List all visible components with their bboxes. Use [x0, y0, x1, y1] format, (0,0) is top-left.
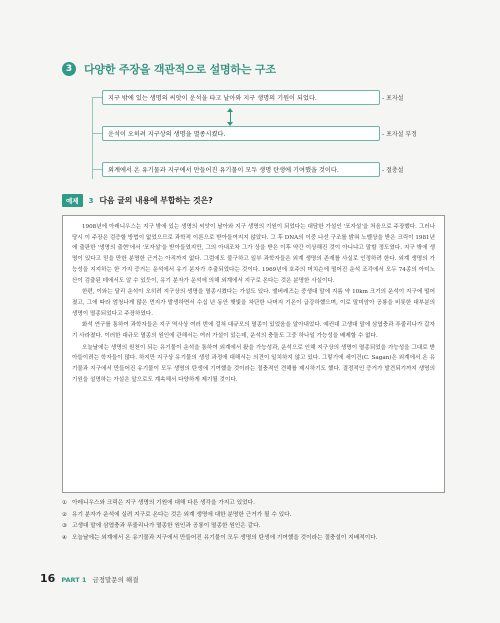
bracket-tick: [92, 133, 102, 134]
example-number: 3: [88, 196, 94, 205]
diagram-label-claim-2: - 포자설 부정: [382, 131, 417, 138]
part-label: PART 1: [61, 576, 87, 584]
reading-passage: [62, 215, 445, 493]
passage-paragraph: 오늘날에는 생명의 원천이 되는 유기물이 운석을 통하여 외계에서 왔을 가능성과, 운석으로 인해 지구상의 생명이 멸종되었을 가능성을 그대로 받아들이려는 학자들이 많다. 하지만 지구상 유기물의 생성 과정에 대해서는 의견이 일치하지 않고 있다. 그렇기에 세이건(C. Sagan)은 외계에서 온 유기물과 지구에서 만들어진 유기물이 모두 생명의 탄생에 기여했을 것이라는 절충적인 견해를 제시하기도 했다. 결정적인 증거가 발견되기까지 생명의 기원을 설명하는 가설은 앞으로도 계속해서 다양하게 제기될 것이다.: [72, 344, 435, 383]
choice-number: ③: [62, 523, 68, 529]
bracket-tick: [92, 169, 102, 170]
passage-paragraph: 1908년에 아레니우스는 지구 밖에 있는 생명의 씨앗이 날아와 지구 생명의 기원이 되었다는 대담한 가설인 '포자설'을 처음으로 주장했다. 그러나 당시 이 주장은 검증할 방법이 없었으므로 과학적 이론으로 받아들여지지 않았다. 그 후 DNA의 이중 나선 구조를 밝혀 노벨상을 받은 크릭이 1981년에 출판한 '생명의 출현'에서 '포자설'을 받아들였지만, 그의 아내조차 그가 상을 받은 이후 약간 이상해진 것이 아니냐고 말할 정도였다. 지구 밖에 생명이 있다고 믿을 만한 분명한 근거는 아직까지 없다. 그럼에도 불구하고 일부 과학자들은 외계 생명의 존재를 사실로 인정하려 한다. 외계 생명의 가능성을 지지하는 한 가지 증거는 운석에서 유기 분자가 추출되었다는 것이다. 1969년에 호주의 머치슨에 떨어진 운석 조각에서 모두 74종의 아미노산이 검출된 데에서도 알 수 있듯이, 유기 분자가 운석에 의해 외계에서 지구로 온다는 것은 분명한 사실이다.: [72, 224, 435, 284]
choice-number: ①: [62, 500, 68, 506]
choice-text: 아레니우스와 크릭은 지구 생명의 기원에 대해 다른 생각을 가지고 있었다.: [72, 500, 255, 506]
choice-text: 유기 분자가 운석에 실려 지구로 온다는 것은 외계 생명에 대한 분명한 근거가 될 수 있다.: [72, 511, 292, 518]
part-title: 금정말문의 해결: [92, 576, 139, 584]
passage-paragraph: 화석 연구를 통하여 과학자들은 지구 역사상 여러 번에 걸쳐 대규모의 멸종이 있었음을 알아내었다. 예컨대 고생대 말에 삼엽충과 푸줄리나가 갑자기 사라졌다. 이러한 대규모 멸종의 원인에 관해서는 여러 가설이 있는데, 운석의 충돌도 그중 하나일 가능성을 배제할 수 없다.: [72, 322, 435, 340]
example-heading: [62, 194, 213, 207]
choice-2[interactable]: [62, 510, 445, 522]
section-number-badge: 3: [62, 62, 76, 76]
diagram-label-claim-1: - 포자설: [382, 95, 404, 102]
choice-text: 오늘날에는 외계에서 온 유기물과 지구에서 만들어진 유기물이 모두 생명의 탄생에 기여했을 것이라는 절충설이 지배적이다.: [72, 534, 378, 541]
page-footer: [40, 572, 138, 585]
section-title: 다양한 주장을 객관적으로 설명하는 구조: [84, 63, 276, 76]
diagram-label-claim-3: - 절충설: [382, 167, 404, 174]
diagram-box-claim-1: 지구 밖에 있는 생명의 씨앗이 운석을 타고 날아와 지구 생명의 기원이 되었다.: [102, 90, 380, 105]
section-heading: [62, 61, 276, 77]
argument-structure-diagram: [62, 88, 442, 188]
diagram-box-claim-3: 외계에서 온 유기물과 지구에서 만들어진 유기물이 모두 생명 탄생에 기여했을 것이다.: [102, 162, 380, 177]
choice-number: ②: [62, 511, 68, 518]
example-badge: 예제: [62, 194, 83, 207]
choice-text: 고생대 말에 삼엽충과 푸줄리나가 멸종한 원인과 공룡이 멸종한 원인은 같다.: [72, 523, 261, 529]
choice-3[interactable]: [62, 521, 445, 533]
page-number: 16: [40, 572, 56, 585]
choice-1[interactable]: [62, 498, 445, 510]
bracket-tick: [92, 97, 102, 98]
choice-4[interactable]: [62, 533, 445, 545]
answer-choices: [62, 498, 445, 544]
choice-number: ④: [62, 534, 68, 541]
passage-paragraph: 한편, 이와는 달리 운석이 오히려 지구상의 생명을 멸종시켰다는 가설도 있다. 앨버레즈는 중생대 말에 지름 약 10km 크기의 운석이 지구에 떨어졌고, 그에 따라 엄청나게 많은 먼지가 발생하면서 수십 년 동안 햇빛을 차단한 나머지 기온이 급강하했으며, 이로 말미암아 공룡을 비롯한 대부분의 생명이 멸종되었다고 주장하였다.: [72, 289, 435, 317]
diagram-box-claim-2: 운석이 오히려 지구상의 생명을 멸종시켰다.: [102, 126, 380, 141]
example-question: 다음 글의 내용에 부합하는 것은?: [99, 196, 213, 205]
